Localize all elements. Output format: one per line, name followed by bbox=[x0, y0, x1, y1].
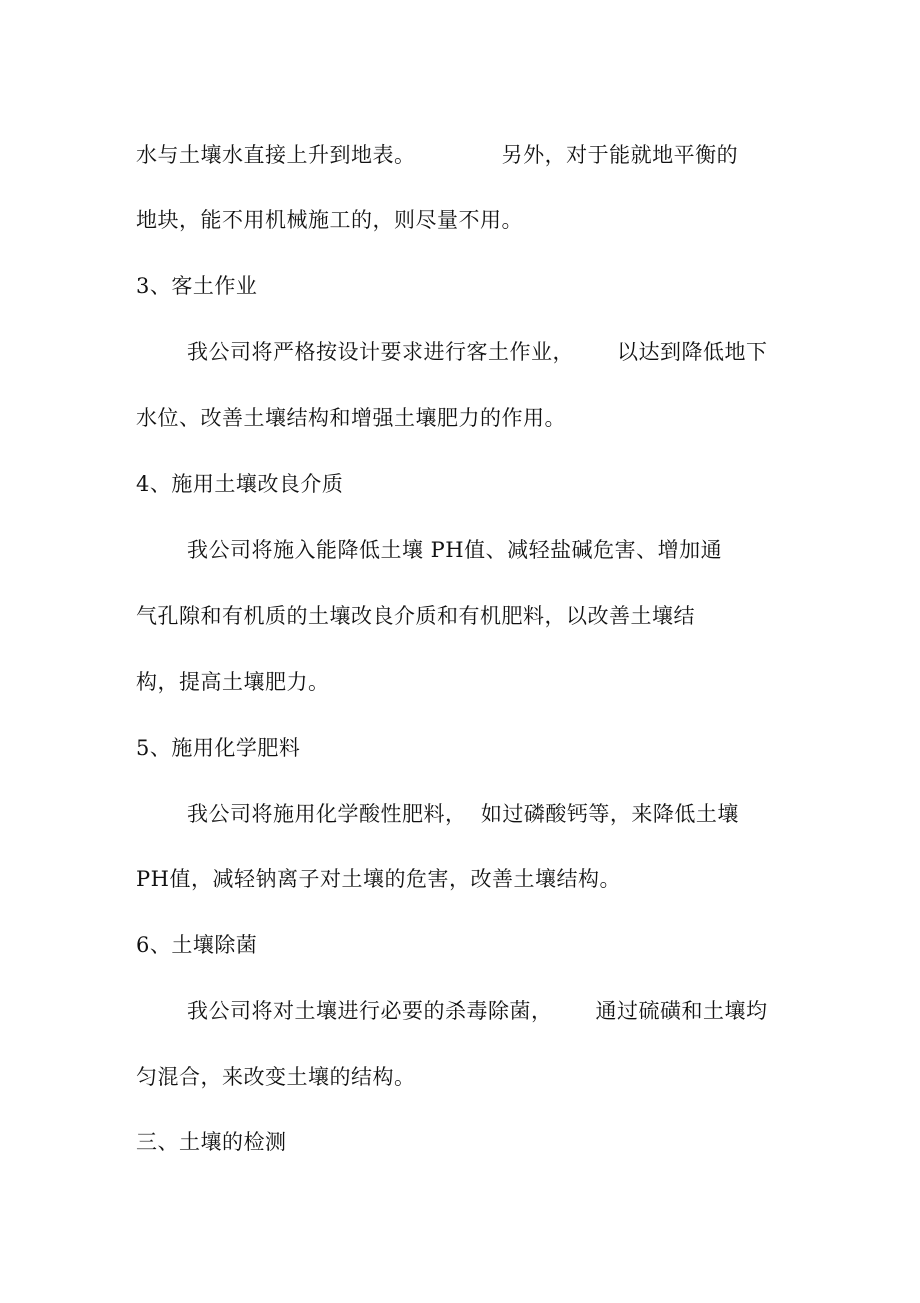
paragraph-line: 水与土壤水直接上升到地表。 另外，对于能就地平衡的 bbox=[136, 143, 739, 167]
section-heading: 三、土壤的检测 bbox=[136, 1130, 287, 1154]
paragraph-line: 地块，能不用机械施工的，则尽量不用。 bbox=[136, 208, 523, 232]
paragraph-line: 我公司将施入能降低土壤 PH值、减轻盐碱危害、增加通 bbox=[187, 538, 723, 562]
section-heading: 6、土壤除菌 bbox=[136, 933, 258, 957]
paragraph-line: 我公司将施用化学酸性肥料， 如过磷酸钙等，来降低土壤 bbox=[187, 802, 739, 826]
paragraph-line: 匀混合，来改变土壤的结构。 bbox=[136, 1065, 416, 1089]
paragraph-line: PH值，减轻钠离子对土壤的危害，改善土壤结构。 bbox=[136, 867, 621, 891]
section-heading: 3、客土作业 bbox=[136, 274, 258, 298]
paragraph-line: 水位、改善土壤结构和增强土壤肥力的作用。 bbox=[136, 406, 566, 430]
section-heading: 5、施用化学肥料 bbox=[136, 736, 301, 760]
paragraph-line: 我公司将对土壤进行必要的杀毒除菌， 通过硫磺和土壤均 bbox=[187, 999, 768, 1023]
paragraph-line: 气孔隙和有机质的土壤改良介质和有机肥料，以改善土壤结 bbox=[136, 604, 695, 628]
paragraph-line: 我公司将严格按设计要求进行客土作业， 以达到降低地下 bbox=[187, 340, 768, 364]
paragraph-line: 构，提高土壤肥力。 bbox=[136, 670, 330, 694]
section-heading: 4、施用土壤改良介质 bbox=[136, 472, 344, 496]
